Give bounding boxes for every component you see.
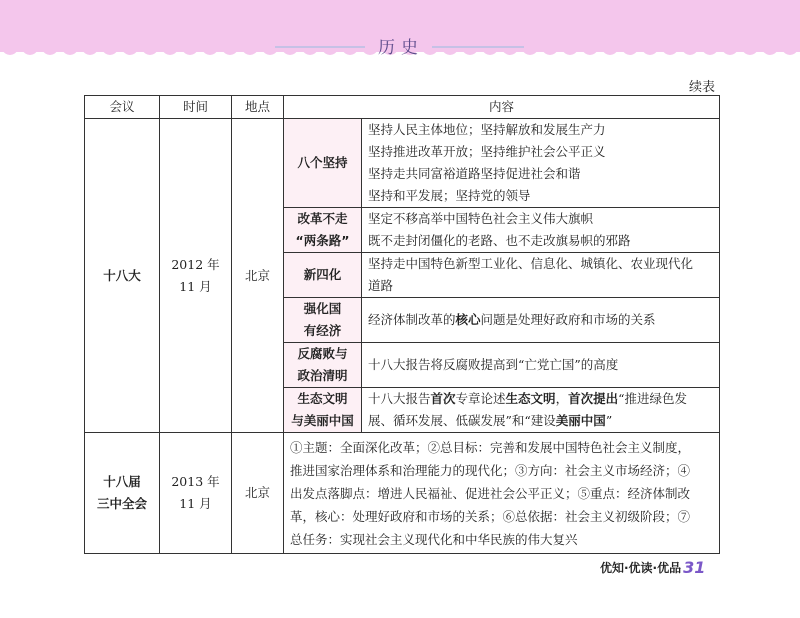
- place-cell: 北京: [232, 433, 284, 554]
- footer: [600, 558, 705, 577]
- page-number: 31: [683, 558, 706, 577]
- topic-cell: 新四化: [284, 253, 362, 298]
- header-content: 内容: [284, 96, 720, 119]
- content-cell: 十八大报告首次专章论述生态文明，首次提出“推进绿色发 展、循环发展、低碳发展”和“建设美丽中国”: [362, 388, 720, 433]
- topic-cell: 生态文明 与美丽中国: [284, 388, 362, 433]
- history-table: [84, 95, 720, 554]
- content-cell: 坚持走中国特色新型工业化、信息化、城镇化、农业现代化 道路: [362, 253, 720, 298]
- header-rule-left: [275, 46, 365, 48]
- continued-label: 续表: [688, 80, 715, 95]
- table-header-row: [85, 96, 720, 119]
- time-cell: 2012 年 11 月: [160, 119, 232, 433]
- time-cell: 2013 年 11 月: [160, 433, 232, 554]
- page-title: 历史: [378, 38, 424, 58]
- header-time: 时间: [160, 96, 232, 119]
- place-cell: 北京: [232, 119, 284, 433]
- content-cell: 十八大报告将反腐败提高到“亡党亡国”的高度: [362, 343, 720, 388]
- meeting-cell: 十八届 三中全会: [85, 433, 160, 554]
- header-meeting: 会议: [85, 96, 160, 119]
- footer-slogan: 优知·优读·优品: [600, 561, 682, 575]
- topic-cell: 强化国 有经济: [284, 298, 362, 343]
- table-row: [85, 433, 720, 554]
- content-cell: ①主题：全面深化改革；②总目标：完善和发展中国特色社会主义制度， 推进国家治理体系和治理能力的现代化；③方向：社会主义市场经济；④ 出发点落脚点：增进人民福祉、促进社会公平正义；⑤重点：经济体制改 革，核心：处理好政府和市场的关系；⑥总依据：社会主义初级阶段；⑦ 总任务：实现社会主义现代化和中华民族的伟大复兴: [284, 433, 720, 554]
- header-rule-right: [432, 46, 524, 48]
- content-cell: 坚持人民主体地位；坚持解放和发展生产力 坚持推进改革开放；坚持维护社会公平正义 坚持走共同富裕道路坚持促进社会和谐 坚持和平发展；坚持党的领导: [362, 119, 720, 208]
- header-place: 地点: [232, 96, 284, 119]
- content-cell: 经济体制改革的核心问题是处理好政府和市场的关系: [362, 298, 720, 343]
- table-row: [85, 119, 720, 208]
- content-cell: 坚定不移高举中国特色社会主义伟大旗帜 既不走封闭僵化的老路、也不走改旗易帜的邪路: [362, 208, 720, 253]
- meeting-cell: 十八大: [85, 119, 160, 433]
- topic-cell: 八个坚持: [284, 119, 362, 208]
- topic-cell: 改革不走 “两条路”: [284, 208, 362, 253]
- topic-cell: 反腐败与 政治清明: [284, 343, 362, 388]
